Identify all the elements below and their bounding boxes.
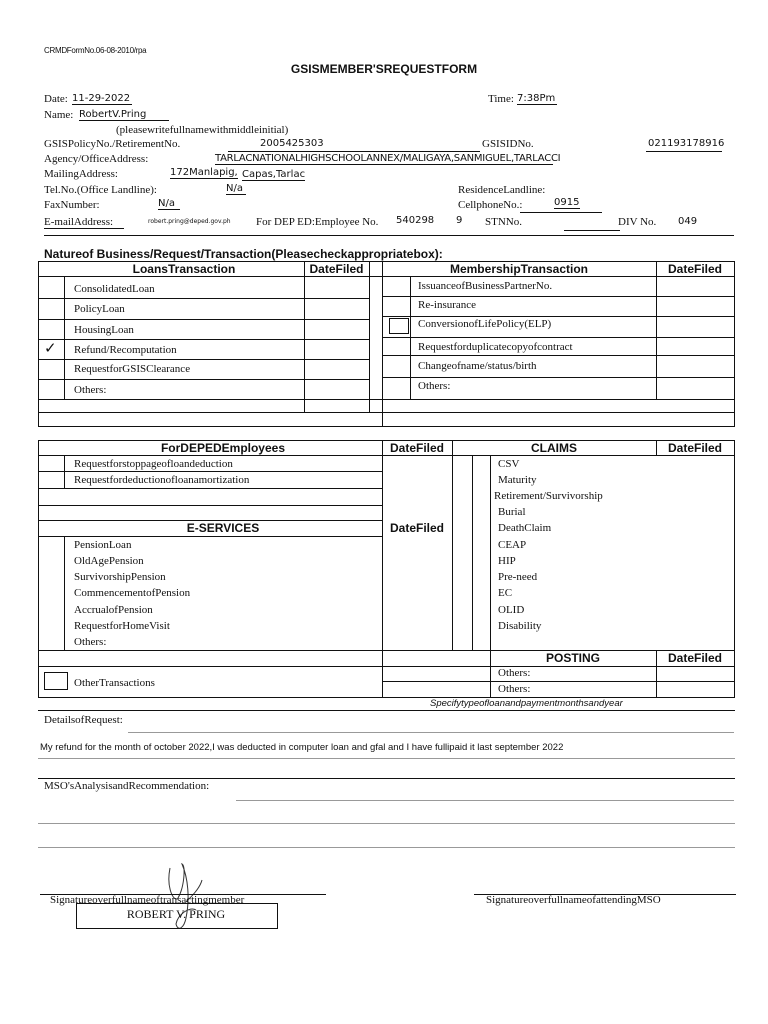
posting-heading: POSTING	[545, 651, 600, 665]
deped-date-filed: DateFiled	[389, 441, 444, 455]
loans-heading: LoansTransaction	[132, 262, 236, 276]
claim-item: CEAP	[498, 539, 527, 551]
claim-item: Retirement/Survivorship	[494, 490, 603, 502]
claim-item: Disability	[498, 620, 542, 632]
tel-value: N/a	[226, 183, 246, 195]
mso-signature-label: SignatureoverfullnameofattendingMSO	[486, 894, 661, 906]
eservice-item: Others:	[74, 636, 107, 648]
posting-item: Others:	[498, 683, 531, 695]
gsis-id-label: GSISIDNo.	[482, 138, 534, 150]
details-label: DetailsofRequest:	[44, 714, 123, 726]
claim-item: DeathClaim	[498, 522, 552, 534]
membership-item: Changeofname/status/birth	[418, 360, 537, 372]
eservice-item: RequestforHomeVisit	[74, 620, 170, 632]
fax-value: N/a	[158, 198, 180, 210]
posting-date-filed: DateFiled	[667, 651, 722, 665]
time-label: Time:	[488, 93, 514, 105]
email-value: robert.pring@deped.gov.ph	[148, 218, 231, 225]
gsis-id-value: 021193178916	[648, 138, 725, 149]
form-title: GSISMEMBER'SREQUESTFORM	[290, 62, 478, 76]
claim-item: OLID	[498, 604, 525, 616]
residence-label: ResidenceLandline:	[458, 184, 546, 196]
claim-item: CSV	[498, 458, 520, 470]
date-label: Date:	[44, 93, 68, 105]
deped-employee-label: For DEP ED:Employee No.	[256, 216, 379, 228]
membership-item: IssuanceofBusinessPartnerNo.	[418, 280, 553, 292]
loan-item: Others:	[74, 384, 107, 396]
agency-label: Agency/OfficeAddress:	[44, 153, 149, 165]
loan-item: HousingLoan	[74, 324, 134, 336]
other-transactions-label: OtherTransactions	[74, 677, 155, 689]
mailing-value-2: Capas,Tarlac	[242, 169, 306, 180]
member-signature-name: ROBERT V. PRING	[126, 907, 226, 921]
deped-item: Requestfordeductionofloanamortization	[74, 474, 250, 486]
claim-item: EC	[498, 587, 513, 599]
deped-heading: ForDEPEDEmployees	[160, 441, 286, 455]
other-transactions-checkbox[interactable]	[44, 672, 68, 690]
eservice-item: OldAgePension	[74, 555, 144, 567]
membership-item: Re-insurance	[418, 299, 477, 311]
mailing-value-1: 172Manlapig,	[170, 167, 238, 178]
claims-date-filed: DateFiled	[667, 441, 722, 455]
loan-item: RequestforGSISClearance	[74, 363, 191, 375]
employee-no: 540298	[396, 215, 435, 226]
member-signature-label: Signatureoverfullnameoftransactingmember	[50, 894, 245, 906]
mso-label: MSO'sAnalysisandRecommendation:	[44, 780, 210, 792]
specify-note: Specifytypeofloanandpaymentmonthsandyear	[430, 698, 623, 709]
cellphone-label: CellphoneNo.:	[458, 199, 523, 211]
name-hint: (pleasewritefullnamewithmiddleinitial)	[116, 124, 289, 136]
conversion-checkbox[interactable]	[389, 318, 409, 334]
loan-item: Refund/Recomputation	[74, 344, 177, 356]
membership-date-filed: DateFiled	[667, 262, 722, 276]
membership-item: Others:	[418, 380, 451, 392]
deped-item: Requestforstoppageofloandeduction	[74, 458, 233, 470]
email-label: E-mailAddress:	[44, 216, 124, 229]
posting-item: Others:	[498, 667, 531, 679]
cellphone-value: 0915	[554, 197, 580, 208]
employee-no-suffix: 9	[456, 215, 463, 226]
eservices-date-filed: DateFiled	[389, 521, 444, 535]
stn-label: STNNo.	[485, 216, 522, 228]
tel-label: Tel.No.(Office Landline):	[44, 184, 157, 196]
nature-heading: Natureof Business/Request/Transaction(Pleasecheckappropriatebox):	[44, 247, 443, 261]
loan-item: PolicyLoan	[74, 303, 125, 315]
name-value: RobertV.Pring	[79, 109, 169, 121]
eservices-heading: E-SERVICES	[186, 521, 260, 535]
form-code: CRMDFormNo.06-08-2010/rpa	[44, 46, 147, 55]
membership-item: Requestforduplicatecopyofcontract	[418, 341, 573, 353]
eservice-item: SurvivorshipPension	[74, 571, 166, 583]
claim-item: Pre-need	[498, 571, 538, 583]
mailing-label: MailingAddress:	[44, 168, 118, 180]
name-label: Name:	[44, 109, 74, 121]
policy-value: 2005425303	[260, 138, 324, 149]
date-value: 11-29-2022	[72, 93, 131, 104]
eservice-item: CommencementofPension	[74, 587, 191, 599]
claim-item: Maturity	[498, 474, 537, 486]
claim-item: HIP	[498, 555, 516, 567]
div-label: DIV No.	[618, 216, 657, 228]
time-value: 7:38Pm	[517, 93, 556, 104]
policy-label: GSISPolicyNo./RetirementNo.	[44, 138, 181, 150]
details-text: My refund for the month of october 2022,I was deducted in computer loan and gfal and I have fullipaid it last september 2022	[40, 742, 564, 753]
div-value: 049	[678, 216, 698, 227]
claim-item: Burial	[498, 506, 526, 518]
membership-heading: MembershipTransaction	[449, 262, 589, 276]
eservice-item: PensionLoan	[74, 539, 132, 551]
fax-label: FaxNumber:	[44, 199, 100, 211]
loans-date-filed: DateFiled	[309, 262, 364, 276]
claims-heading: CLAIMS	[531, 441, 577, 455]
refund-checkmark-icon[interactable]: ✓	[44, 339, 57, 357]
eservice-item: AccrualofPension	[74, 604, 153, 616]
membership-item: ConversionofLifePolicy(ELP)	[418, 318, 552, 330]
agency-value: TARLACNATIONALHIGHSCHOOLANNEX/MALIGAYA,SANMIGUEL,TARLACCI	[215, 153, 561, 164]
loan-item: ConsolidatedLoan	[74, 283, 155, 295]
